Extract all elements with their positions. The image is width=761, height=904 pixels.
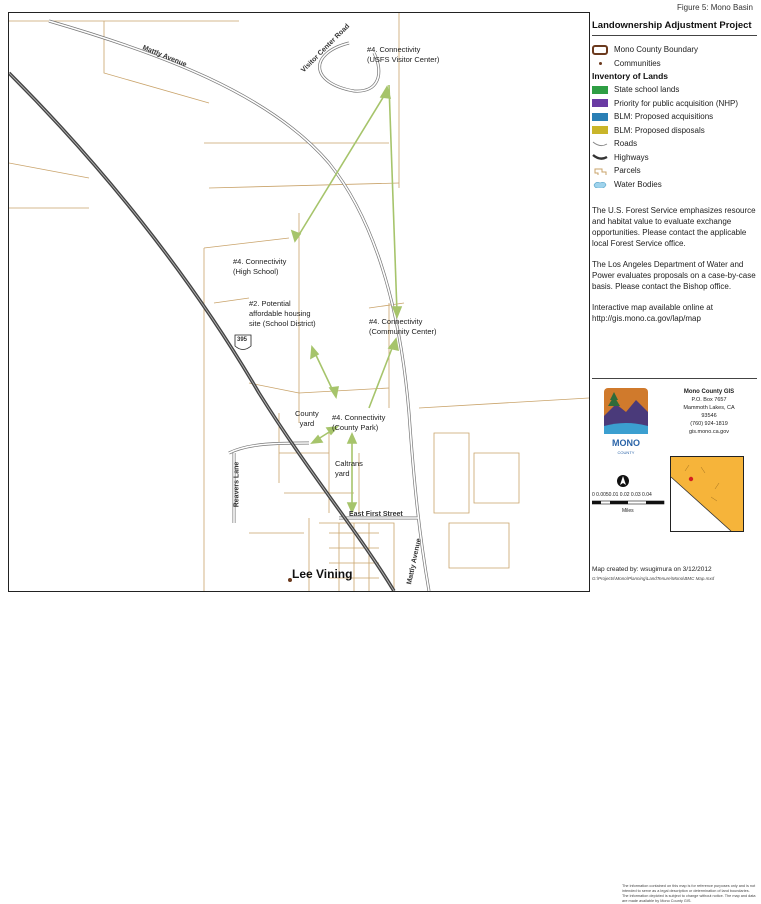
annotation-usfs-visitor-center: #4. Connectivity (USFS Visitor Center) xyxy=(367,45,440,64)
road-label-mattly-avenue: Mattly Avenue xyxy=(141,44,188,69)
sidebar xyxy=(592,12,757,903)
gis-contact: Mono County GIS P.O. Box 7657 Mammoth Lakes, CA 93546 (760) 924-1819 gis.mono.ca.gov xyxy=(683,389,735,435)
map-credit: Map created by: wsugimura on 3/12/2012 xyxy=(592,566,712,573)
scale-unit: Miles xyxy=(622,508,634,514)
town-label-lee-vining: Lee Vining xyxy=(292,567,353,581)
svg-text:MONO: MONO xyxy=(612,438,640,448)
legend-item-boundary: Mono County Boundary xyxy=(592,43,757,57)
highway-395 xyxy=(9,73,394,591)
figure-label: Figure 5: Mono Basin xyxy=(676,3,753,12)
blm-disposals-swatch xyxy=(592,126,608,134)
annotation-county-yard: County yard xyxy=(295,409,319,428)
community-dot-icon xyxy=(592,59,608,67)
legend-item-blm-acquisitions: BLM: Proposed acquisitions xyxy=(592,110,757,124)
highway-line-icon xyxy=(592,153,608,161)
road-label-visitor-center: Visitor Center Road xyxy=(300,22,352,75)
legend-item-state-school: State school lands xyxy=(592,83,757,97)
legend-item-communities: Communities xyxy=(592,57,757,71)
state-school-swatch xyxy=(592,86,608,94)
scale-ticks: 0 0.0050.01 0.02 0.03 0.04 xyxy=(592,492,652,498)
annotation-caltrans-yard: Caltrans yard xyxy=(335,459,363,478)
highway-shield-label: 395 xyxy=(237,337,248,343)
blm-acquisitions-swatch xyxy=(592,113,608,121)
disclaimer: The information contained on this map is for reference purposes only and is not intended to serve as a legal description or determination of land boundaries. The information depicted is subject to change without notice. The map and data are made available by Mono County GIS. xyxy=(622,884,756,903)
annotation-housing-site: #2. Potential affordable housing site (School District) xyxy=(249,299,316,328)
map-panel[interactable] xyxy=(8,12,590,592)
map-file-path: G:\Projects\Mono\Planning\LandTenure\Mono\BMC Map.mxd xyxy=(592,576,715,581)
locator-map-canvas xyxy=(671,457,743,531)
legend-heading-inventory: Inventory of Lands xyxy=(592,71,669,81)
ladwp-note: The Los Angeles Department of Water and Power evaluates proposals on a case-by-case basis. Please contact the Bishop office. xyxy=(592,260,756,291)
legend-item-blm-disposals: BLM: Proposed disposals xyxy=(592,124,757,138)
scale-bar xyxy=(592,500,666,506)
locator-inset-map xyxy=(670,456,744,532)
parcel-icon xyxy=(592,167,608,175)
road-label-reavers-lane: Reavers Lane xyxy=(233,461,241,508)
annotation-community-center: #4. Connectivity (Community Center) xyxy=(369,317,437,336)
svg-text:COUNTY: COUNTY xyxy=(617,450,635,455)
legend-item-parcels: Parcels xyxy=(592,164,757,178)
legend-item-roads: Roads xyxy=(592,137,757,151)
mono-county-logo xyxy=(596,386,656,456)
legend-item-highways: Highways xyxy=(592,151,757,165)
title-divider xyxy=(592,35,757,36)
water-icon xyxy=(592,180,608,188)
legend-item-water: Water Bodies xyxy=(592,178,757,192)
north-arrow-icon xyxy=(616,474,630,488)
interactive-map-note[interactable]: Interactive map available online at http://gis.mono.ca.gov/lap/map xyxy=(592,303,713,323)
legend-item-priority: Priority for public acquisition (NHP) xyxy=(592,97,757,111)
legend xyxy=(592,43,757,191)
boundary-swatch xyxy=(592,45,608,55)
forest-service-note: The U.S. Forest Service emphasizes resource and habitat value to evaluate exchange opportunities. Please contact the applicable local Forest Service office. xyxy=(592,206,756,248)
road-line-icon xyxy=(592,140,608,148)
priority-swatch xyxy=(592,99,608,107)
project-title: Landownership Adjustment Project xyxy=(592,20,752,31)
road-label-east-first: East First Street xyxy=(349,511,403,518)
annotation-county-park: #4. Connectivity (County Park) xyxy=(332,413,386,432)
road-label-mattly-avenue-south: Mattly Avenue xyxy=(406,537,423,586)
annotation-high-school: #4. Connectivity (High School) xyxy=(233,257,287,276)
